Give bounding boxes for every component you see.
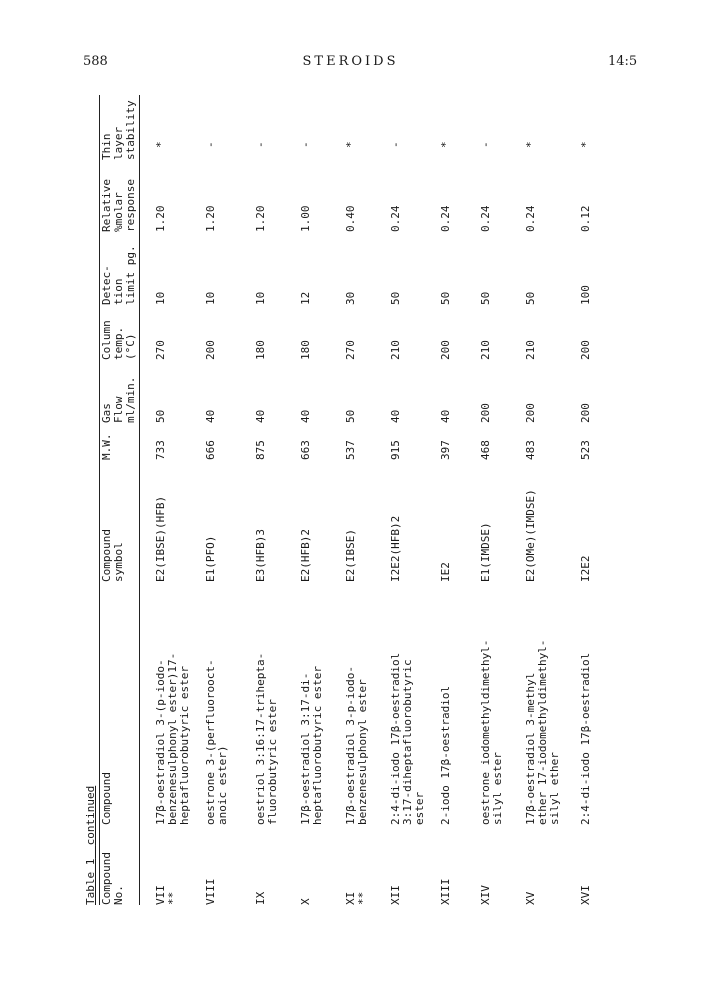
cell-no: XII — [389, 885, 402, 905]
cell-flow: 200 — [524, 403, 537, 423]
cell-symbol: I2E2 — [579, 555, 592, 582]
cell-response: 0.24 — [439, 205, 452, 232]
cell-limit: 50 — [439, 291, 452, 305]
cell-response: 0.24 — [479, 205, 492, 232]
cell-temp: 210 — [389, 340, 402, 360]
cell-response: 1.20 — [154, 205, 167, 232]
cell-no: VII ** — [154, 885, 179, 905]
cell-mw: 915 — [389, 440, 402, 460]
cell-symbol: IE2 — [439, 562, 452, 582]
cell-stability: - — [479, 141, 492, 148]
cell-stability: - — [389, 141, 402, 148]
cell-compound: oestriol 3:16:17-trihepta- fluorobutyric ester — [254, 652, 279, 825]
page-number: 588 — [83, 54, 108, 69]
cell-mw: 875 — [254, 440, 267, 460]
col-header-response: Relative %molar response — [100, 179, 137, 232]
cell-limit: 50 — [479, 291, 492, 305]
cell-no: XIII — [439, 878, 452, 905]
cell-mw: 523 — [579, 440, 592, 460]
cell-symbol: E2(IBSE) — [344, 529, 357, 582]
cell-limit: 50 — [389, 291, 402, 305]
cell-no: VIII — [204, 878, 217, 905]
cell-symbol: I2E2(HFB)2 — [389, 515, 402, 582]
cell-flow: 40 — [389, 409, 402, 423]
cell-mw: 537 — [344, 440, 357, 460]
caption-suffix: continued — [84, 785, 97, 846]
cell-no: XVI — [579, 885, 592, 905]
cell-compound: 2:4-di-iodo 17β-oestradiol — [579, 652, 592, 825]
caption-prefix: Table 1 — [84, 858, 97, 905]
cell-temp: 270 — [154, 340, 167, 360]
cell-symbol: E2(HFB)2 — [299, 529, 312, 582]
cell-response: 0.40 — [344, 205, 357, 232]
col-header-symbol: Compound symbol — [100, 529, 125, 582]
cell-limit: 50 — [524, 291, 537, 305]
cell-flow: 200 — [479, 403, 492, 423]
header-rule — [139, 95, 140, 905]
cell-compound: 17β-oestradiol 3:17-di- heptafluorobutyric ester — [299, 666, 324, 825]
cell-symbol: E2(IBSE)(HFB) — [154, 495, 167, 582]
cell-flow: 50 — [344, 409, 357, 423]
cell-mw: 468 — [479, 440, 492, 460]
cell-stability: * — [524, 141, 537, 148]
cell-limit: 10 — [254, 291, 267, 305]
cell-stability: * — [579, 141, 592, 148]
cell-flow: 50 — [154, 409, 167, 423]
cell-stability: - — [254, 141, 267, 148]
cell-limit: 10 — [204, 291, 217, 305]
cell-compound: oestrone 3-(perfluorooct- anoic ester) — [204, 659, 229, 825]
cell-symbol: E2(OMe)(IMDSE) — [524, 489, 537, 582]
cell-temp: 200 — [204, 340, 217, 360]
cell-stability: - — [204, 141, 217, 148]
cell-temp: 210 — [479, 340, 492, 360]
cell-mw: 397 — [439, 440, 452, 460]
cell-limit: 10 — [154, 291, 167, 305]
cell-compound: 2-iodo 17β-oestradiol — [439, 685, 452, 825]
col-header-stability: Thin layer stability — [100, 100, 137, 160]
section-number: 14:5 — [608, 54, 638, 69]
table-caption — [85, 786, 97, 905]
cell-temp: 200 — [439, 340, 452, 360]
cell-compound: 2:4-di-iodo 17β-oestradiol 3:17-diheptafluorobutyric ester — [389, 652, 426, 825]
cell-stability: * — [154, 141, 167, 148]
cell-response: 0.24 — [389, 205, 402, 232]
cell-flow: 40 — [254, 409, 267, 423]
cell-temp: 200 — [579, 340, 592, 360]
cell-mw: 663 — [299, 440, 312, 460]
cell-no: XV — [524, 891, 537, 905]
cell-stability: * — [344, 141, 357, 148]
cell-response: 0.24 — [524, 205, 537, 232]
cell-no: X — [299, 898, 312, 905]
col-header-mw: M.W. — [100, 433, 113, 460]
cell-mw: 666 — [204, 440, 217, 460]
cell-compound: 17β-oestradiol 3-p-iodo- benzenesulphonyl ester — [344, 666, 369, 825]
cell-limit: 12 — [299, 291, 312, 305]
cell-temp: 180 — [299, 340, 312, 360]
cell-no: XI ** — [344, 891, 369, 905]
cell-limit: 100 — [579, 285, 592, 305]
cell-mw: 483 — [524, 440, 537, 460]
cell-temp: 270 — [344, 340, 357, 360]
cell-response: 0.12 — [579, 205, 592, 232]
cell-compound: 17β-oestradiol 3-methyl ether 17-iodomethyldimethyl- silyl ether — [524, 639, 561, 825]
col-header-compound: Compound — [100, 772, 113, 825]
cell-stability: - — [299, 141, 312, 148]
col-header-flow: Gas Flow ml/min. — [100, 376, 137, 423]
cell-mw: 733 — [154, 440, 167, 460]
col-header-no: Compound No. — [100, 852, 125, 905]
cell-response: 1.20 — [254, 205, 267, 232]
cell-symbol: E3(HFB)3 — [254, 529, 267, 582]
cell-temp: 180 — [254, 340, 267, 360]
cell-response: 1.00 — [299, 205, 312, 232]
running-title: STEROIDS — [302, 54, 399, 69]
cell-flow: 40 — [439, 409, 452, 423]
cell-flow: 200 — [579, 403, 592, 423]
col-header-temp: Column temp. (°C) — [100, 320, 137, 360]
cell-temp: 210 — [524, 340, 537, 360]
cell-no: IX — [254, 891, 267, 905]
cell-symbol: E1(PFO) — [204, 535, 217, 582]
cell-symbol: E1(IMDSE) — [479, 522, 492, 582]
cell-compound: oestrone iodomethyldimethyl- silyl ester — [479, 639, 504, 825]
col-header-limit: Detec- tion limit pg. — [100, 245, 137, 305]
cell-stability: * — [439, 141, 452, 148]
cell-no: XIV — [479, 885, 492, 905]
cell-response: 1.20 — [204, 205, 217, 232]
cell-compound: 17β-oestradiol 3-(p-iodo- benzenesulphonyl ester)17- heptafluorobutyric ester — [154, 652, 191, 825]
cell-flow: 40 — [299, 409, 312, 423]
rotated-table — [85, 95, 675, 905]
cell-limit: 30 — [344, 291, 357, 305]
cell-flow: 40 — [204, 409, 217, 423]
